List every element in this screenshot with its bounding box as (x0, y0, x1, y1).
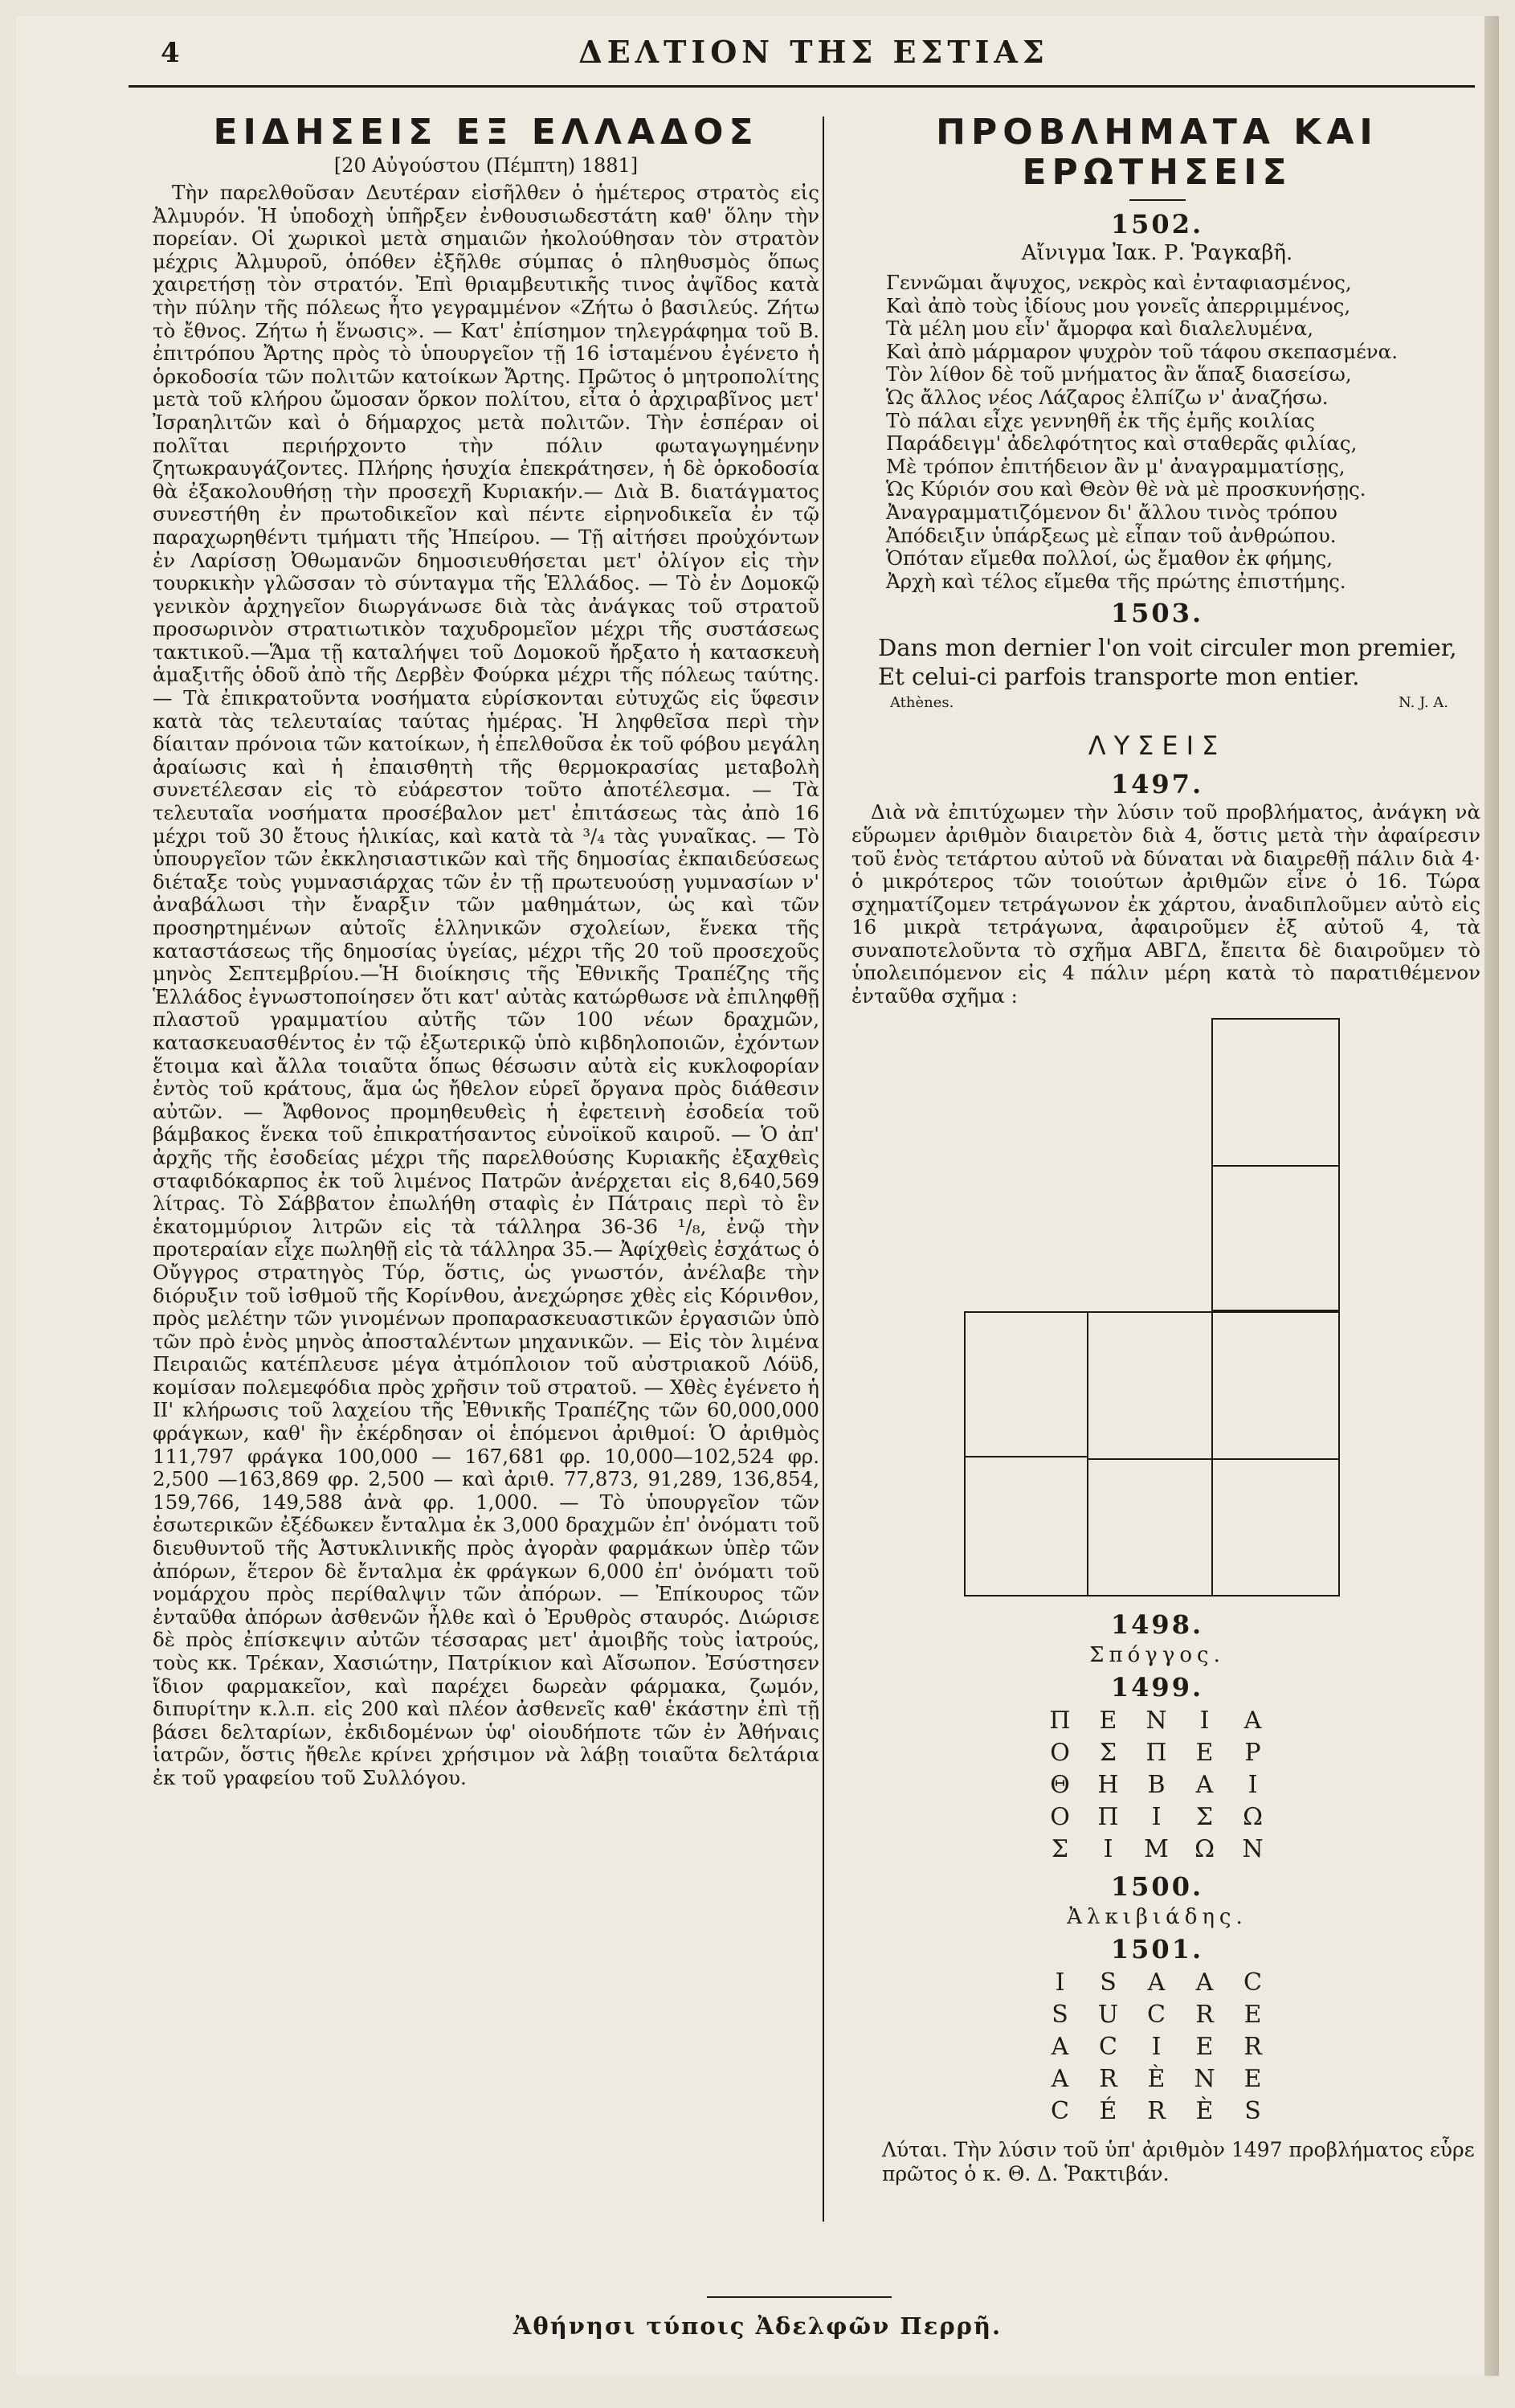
grid-row (1038, 2096, 1277, 2127)
grid-letter: C (1051, 2096, 1071, 2125)
grid-letter: Π (1145, 1738, 1169, 1767)
news-dateline: [20 Αὐγούστου (Πέμπτη) 1881] (333, 154, 639, 177)
square-division-figure (834, 1018, 1480, 1596)
verse-line: Καὶ ἀπὸ τοὺς ἰδίους μου γονεῖς ἀπερριμμένος, (886, 293, 1351, 317)
verse-line: Τὸν λίθον δὲ τοῦ μνήματος ἂν ἅπαξ διασείσω, (886, 362, 1352, 386)
verse-line: Τὸ πάλαι εἶχε γεννηθῆ ἐκ τῆς ἐμῆς κοιλίας (886, 408, 1315, 432)
problem-number-1503: 1503. (1110, 598, 1204, 629)
grid-letter: Σ (1099, 1738, 1119, 1767)
grid-letter: S (1244, 2096, 1263, 2125)
grid-letter: E (1243, 2000, 1264, 2029)
grid-letter: Π (1097, 1802, 1121, 1831)
greek-word-square (1036, 1704, 1279, 1866)
printer-imprint: Ἀθήνησι τύποις Ἀδελφῶν Περρῆ. (512, 2312, 1003, 2340)
news-section-title: ΕΙΔΗΣΕΙΣ ΕΞ ΕΛΛΑΔΟΣ (213, 112, 759, 153)
grid-letter: Ε (1099, 1706, 1119, 1735)
grid-letter: Β (1147, 1770, 1167, 1799)
problem-number-1502: 1502. (1110, 209, 1204, 239)
verse-line: Ὡς Κύριόν σου καὶ Θεὸν θὲ νὰ μὲ προσκυνήσῃς. (886, 477, 1366, 501)
grid-letter: I (1055, 1968, 1067, 1997)
grid-row (1038, 2000, 1277, 2030)
grid-letter: U (1097, 2000, 1121, 2029)
solvers-credit: Λύται. Τὴν λύσιν τοῦ ὑπ' ἀριθμὸν 1497 προβλήματος εὗρε πρῶτος ὁ κ. Θ. Δ. Ῥακτιβάν. (882, 2137, 1475, 2185)
problems-section-title: ΠΡΟΒΛΗΜΑΤΑ ΚΑΙ ΕΡΩΤΗΣΕΙΣ (936, 112, 1378, 193)
verse-line: Ἀπόδειξιν ὑπάρξεως μὲ εἶπαν τοῦ ἀνθρώπου. (886, 523, 1337, 547)
newspaper-page (16, 16, 1499, 2376)
grid-letter: Ν (1242, 1834, 1265, 1863)
solution-number-1499: 1499. (1110, 1671, 1204, 1703)
news-column (153, 112, 819, 1790)
grid-letter: Π (1049, 1706, 1072, 1735)
grid-letter: Η (1097, 1770, 1121, 1799)
solution-paragraph: Διὰ νὰ ἐπιτύχωμεν τὴν λύσιν τοῦ προβλήματος, ἀνάγκη νὰ εὕρωμεν ἀριθμὸν διαιρετὸν διὰ 4, ὅστις μετὰ τὴν ἀφαίρεσιν τοῦ ἑνὸς τετάρτου αὐτοῦ νὰ δύναται νὰ διαιρεθῇ πάλιν διὰ 4· ὁ μικρότερος τῶν τοιούτων ἀριθμῶν εἶνε ὁ 16. Τώρα σχηματίζομεν τετράγωνον ἐκ χάρτου, ἀναδιπλοῦμεν αὐτὸ εἰς 16 μικρὰ τετράγωνα, ἀφαιροῦμεν ἐξ αὐτοῦ 4, τὰ συναποτελοῦντα τὸ σχῆμα ΑΒΓΔ, ἔπειτα δὲ διαιροῦμεν τὸ ὑπολειπόμενον εἰς 4 πάλιν μέρη κατὰ τὸ παρατιθέμενον ἐνταῦθα σχῆμα : (851, 800, 1480, 1008)
grid-letter: C (1243, 1968, 1264, 1997)
grid-letter: Α (1243, 1706, 1264, 1735)
grid-letter: Ρ (1244, 1738, 1263, 1767)
grid-letter: É (1099, 2096, 1119, 2125)
journal-title: ΔΕΛΤΙΟΝ ΤΗΣ ΕΣΤΙΑΣ (578, 34, 1049, 70)
grid-letter: R (1099, 2064, 1119, 2093)
grid-letter: R (1243, 2032, 1264, 2061)
figure-cell (1211, 1018, 1340, 1167)
grid-letter: E (1243, 2064, 1264, 2093)
grid-letter: N (1194, 2064, 1217, 2093)
figure-cell (1211, 1165, 1340, 1311)
header-rule (129, 85, 1475, 88)
grid-row (1038, 1968, 1277, 1998)
french-line: Dans mon dernier l'on voit circuler mon premier, (878, 634, 1457, 662)
grid-letter: S (1100, 1968, 1118, 1997)
figure-cell (964, 1311, 1088, 1457)
solution-1498-answer: Σπόγγος. (1089, 1642, 1225, 1667)
verse-line: Τὰ μέλη μου εἶν' ἄμορφα καὶ διαλελυμένα, (886, 317, 1314, 341)
grid-row (1038, 1738, 1277, 1768)
grid-letter: Ι (1103, 1834, 1115, 1863)
grid-letter: Α (1195, 1770, 1215, 1799)
grid-letter: A (1195, 1968, 1215, 1997)
grid-letter: R (1195, 2000, 1215, 2029)
figure-cell (964, 1456, 1088, 1596)
grid-letter: Σ (1195, 1802, 1215, 1831)
verse-line: Παράδειγμ' ἀδελφότητος καὶ σταθερᾶς φιλίας, (886, 431, 1358, 456)
solution-number-1497: 1497. (1110, 769, 1204, 800)
page-header (161, 34, 1467, 82)
imprint-rule (707, 2296, 892, 2298)
grid-letter: R (1147, 2096, 1167, 2125)
verse-line: Καὶ ἀπὸ μάρμαρον ψυχρὸν τοῦ τάφου σκεπασμένα. (886, 339, 1398, 363)
grid-letter: A (1051, 2064, 1071, 2093)
solution-1500-answer: Ἀλκιβιάδης. (1067, 1904, 1248, 1929)
french-riddle (834, 633, 1480, 691)
grid-letter: E (1195, 2032, 1215, 2061)
verse-line: Γεννῶμαι ἄψυχος, νεκρὸς καὶ ἐνταφιασμένος, (886, 271, 1352, 294)
grid-letter: Ε (1195, 1738, 1215, 1767)
solutions-title: ΛΥΣΕΙΣ (1088, 730, 1227, 762)
grid-letter: Σ (1051, 1834, 1071, 1863)
grid-letter: S (1052, 2000, 1070, 2029)
grid-letter: Θ (1050, 1770, 1072, 1799)
grid-row (1038, 2032, 1277, 2063)
section-rule (1129, 199, 1186, 201)
grid-letter: Ν (1145, 1706, 1169, 1735)
grid-letter: C (1147, 2000, 1167, 2029)
grid-letter: È (1195, 2096, 1215, 2125)
problems-column (834, 112, 1480, 2186)
grid-row (1038, 1706, 1277, 1736)
column-divider (823, 117, 824, 2222)
verse-line: Ὁπόταν εἴμεθα πολλοί, ὡς ἔμαθον ἐκ φήμης, (886, 546, 1333, 570)
grid-letter: Ο (1050, 1738, 1072, 1767)
page-spine-shadow (1484, 16, 1499, 2376)
figure-cell (1211, 1458, 1340, 1596)
signature-initials: N. J. A. (1398, 694, 1448, 712)
grid-letter: A (1147, 1968, 1167, 1997)
grid-letter: Ι (1151, 1802, 1163, 1831)
grid-letter: È (1147, 2064, 1167, 2093)
solution-number-1498: 1498. (1110, 1609, 1204, 1640)
grid-row (1038, 1802, 1277, 1833)
grid-letter: Ω (1194, 1834, 1216, 1863)
verse-line: Μὲ τρόπον ἐπιτήδειον ἂν μ' ἀναγραμματίσῃς, (886, 454, 1346, 478)
verse-line: Ἀρχὴ καὶ τέλος εἴμεθα τῆς πρώτης ἐπιστήμης. (886, 569, 1346, 593)
news-body (153, 182, 819, 1790)
solution-1497-text (834, 801, 1480, 1008)
riddle-verse (834, 272, 1480, 593)
solution-number-1501: 1501. (1110, 1933, 1204, 1964)
page-number: 4 (161, 37, 180, 69)
figure-cell (1087, 1311, 1213, 1596)
riddle-signature (834, 694, 1480, 711)
news-paragraph: Τὴν παρελθοῦσαν Δευτέραν εἰσῆλθεν ὁ ἡμέτερος στρατὸς εἰς Ἀλμυρόν. Ἡ ὑποδοχὴ ὑπῆρξεν ἐνθουσιωδεστάτη καθ' ὅλην τὴν πορείαν. Οἱ χωρικοὶ μετὰ σημαιῶν ἠκολούθησαν τὸν στρατὸν μέχρις Ἀλμυροῦ, ὁπόθεν ἐξῆλθε σύμπας ὁ πληθυσμὸς ὅπως χαιρετήσῃ τὸν στρατόν. Ἐπὶ θριαμβευτικῆς τινος ἀψῖδος κατὰ τὴν πύλην τῆς πόλεως ἦτο γεγραμμένον «Ζήτω ὁ βασιλεύς. Ζήτω τὸ ἔθνος. Ζήτω ἡ ἕνωσις». — Κατ' ἐπίσημον τηλεγράφημα τοῦ Β. ἐπιτρόπου Ἄρτης πρὸς τὸ ὑπουργεῖον τῇ 16 ἱσταμένου ἐγένετο ἡ ὁρκοδοσία τῶν πολιτῶν κατοίκων Ἄρτης. Πρῶτος ὁ μητροπολίτης μετὰ τοῦ κλήρου ὤμοσαν ὅρκον πολίτου, εἶτα ὁ ἀρχιραβῖνος μετ' Ἰσραηλιτῶν καὶ ὁ δήμαρχος μετὰ πολιτῶν. Τὴν ἑσπέραν οἱ πολῖται περιήρχοντο τὴν πόλιν φωταγωγημένην ζητωκραυγάζοντες. Πλήρης ἡσυχία ἐπεκράτησεν, ἡ δὲ ὁρκοδοσία θὰ ἐξακολουθήσῃ τὴν προσεχῆ Κυριακήν.— Διὰ Β. διατάγματος συνεστήθη ἐν πρωτοδικεῖον καὶ πέντε εἰρηνοδικεῖα ἐν τῷ παραχωρηθέντι τμήματι τῆς Ἠπείρου. — Τῇ αἰτήσει προὐχόντων ἐν Λαρίσσῃ Ὀθωμανῶν δημοσιευθήσεται μετ' ὀλίγον εἰς τὴν τουρκικὴν γλῶσσαν τὸ σύνταγμα τῆς Ἑλλάδος. — Τὸ ἐν Δομοκῷ γενικὸν ἀρχηγεῖον διωργάνωσε διὰ τὰς ἀνάγκας τοῦ στρατοῦ προσωρινὸν στρατιωτικὸν ταχυδρομεῖον μέχρι τῆς συστάσεως τακτικοῦ.—Ἅμα τῇ καταλήψει τοῦ Δομοκοῦ ἤρξατο ἡ κατασκευὴ ἁμαξιτῆς ὁδοῦ ἀπὸ τῆς Δερβὲν Φούρκα μέχρι τῆς πόλεως ταύτης. — Τὰ ἐπικρατοῦντα νοσήματα εὑρίσκονται εὐτυχῶς εἰς ὕφεσιν κατὰ τὰς τελευταίας ταύτας ἡμέρας. Ἡ ληφθεῖσα περὶ τὴν δίαιταν πρόνοια τῶν κατοίκων, ἡ ἐπελθοῦσα ἐκ τοῦ φόβου μεγάλη ἀραίωσις καὶ ἡ ἐπαισθητὴ τῆς θερμοκρασίας μεταβολὴ συνετέλεσαν εἰς τὸ εὐάρεστον τοῦτο ἀποτέλεσμα. — Τὰ τελευταῖα νοσήματα προσέβαλον μετ' ἐπιτάσεως τὰς ἀπὸ 16 μέχρι τοῦ 30 ἔτους ἡλικίας, καὶ κατὰ τὰ ³/₄ τὰς γυναῖκας. — Τὸ ὑπουργεῖον τῶν ἐκκλησιαστικῶν καὶ τῆς δημοσίας ἐκπαιδεύσεως διέταξε τοὺς γυμνασιάρχας τῶν ἐν τῇ πρωτευούσῃ γυμνασίων ν' ἀναβάλωσι τὴν ἔναρξιν τῶν μαθημάτων, ὡς καὶ τῶν προσηρτημένων αὐτοῖς ἑλληνικῶν σχολείων, ἕνεκα τῆς καταστάσεως τῆς δημοσίας ὑγείας, μέχρι τῆς 20 τοῦ προσεχοῦς μηνὸς Σεπτεμβρίου.—Ἡ διοίκησις τῆς Ἐθνικῆς Τραπέζης τῆς Ἑλλάδος ἐγνωστοποίησεν ὅτι κατ' αὐτὰς κατώρθωσε νὰ ἐπιληφθῇ πλαστοῦ γραμματίου αὐτῆς τῶν 100 νέων δραχμῶν, κατασκευασθέντος ἐν τῷ ἐξωτερικῷ ὑπὸ κιβδηλοποιῶν, ἐχόντων ἕτοιμα καὶ ἄλλα τοιαῦτα ὅπως θέσωσιν αὐτὰ εἰς κυκλοφορίαν ἐντὸς τοῦ κράτους, ἅμα ὡς ἤθελον εὑρεῖ ὄργανα πρὸς διάθεσιν αὐτῶν. — Ἄφθονος προμηθευθεὶς ἡ ἐφετεινὴ ἐσοδεία τοῦ βάμβακος ἕνεκα τοῦ ἐπικρατήσαντος εὐνοϊκοῦ καιροῦ. — Ὁ ἀπ' ἀρχῆς τῆς ἐσοδείας μέχρι τῆς παρελθούσης Κυριακῆς ἐξαχθεὶς σταφιδόκαρπος ἐκ τοῦ λιμένος Πατρῶν ἀνέρχεται εἰς 8,640,569 λίτρας. Τὸ Σάββατον ἐπωλήθη σταφὶς ἐν Πάτραις περὶ τὸ ἓν ἑκατομμύριον λιτρῶν εἰς τὰ τάλληρα 36-36 ¹/₈, ἐνῷ τὴν προτεραίαν εἶχε πωληθῇ εἰς τὰ τάλληρα 35.— Ἀφίχθεὶς ἐσχάτως ὁ Οὔγγρος στρατηγὸς Τύρ, ὅστις, ὡς γνωστόν, ἀνέλαβε τὴν διόρυξιν τοῦ ἰσθμοῦ τῆς Κορίνθου, ἀνεχώρησε χθὲς εἰς Κόρινθον, πρὸς μελέτην τῶν γινομένων προπαρασκευαστικῶν ἐργασιῶν ὑπὸ τῶν πρὸ ἑνὸς μηνὸς ἀποσταλέντων μηχανικῶν. — Εἰς τὸν λιμένα Πειραιῶς κατέπλευσε μέγα ἀτμόπλοιον τοῦ αὐστριακοῦ Λόϋδ, κομίσαν πολεμεφόδια πρὸς χρῆσιν τοῦ στρατοῦ. — Χθὲς ἐγένετο ἡ ΙΙ' κλήρωσις τοῦ λαχείου τῆς Ἐθνικῆς Τραπέζης τῶν 60,000,000 φράγκων, καθ' ἣν ἐκέρδησαν οἱ ἑπόμενοι ἀριθμοί: Ὁ ἀριθμὸς 111,797 φράγκα 100,000 — 167,681 φρ. 10,000—102,524 φρ. 2,500 —163,869 φρ. 2,500 — καὶ ἀριθ. 77,873, 91,289, 136,854, 159,766, 149,588 ἀνὰ φρ. 1,000. — Τὸ ὑπουργεῖον τῶν ἐσωτερικῶν ἐξέδωκεν ἔνταλμα ἐκ 3,000 δραχμῶν ἐπ' ὀνόματι τοῦ διευθυντοῦ τῆς Ἀστυκλινικῆς πρὸς ἀγορὰν φαρμάκων ὑπὲρ τῶν ἀπόρων, ἕτερον δὲ ἔνταλμα ἐκ φράγκων 6,000 ἐπ' ὀνόματι τοῦ νομάρχου πρὸς περίθαλψιν τῶν ἀπόρων. — Ἐπίκουρος τῶν ἐνταῦθα ἀπόρων ἀσθενῶν ἦλθε καὶ ὁ Ἐρυθρὸς σταυρός. Διώρισε δὲ πρὸς ἐπίσκεψιν αὐτῶν τέσσαρας μετ' ἀμοιβῆς τοὺς ἰατρούς, τοὺς κκ. Τρέκαν, Χασιώτην, Πατρίκιον καὶ Αἴσωπον. Ἐσύστησεν ἴδιον φαρμακεῖον, καὶ παρέχει δωρεὰν φάρμακα, ζωμόν, διπυρίτην κ.λ.π. εἰς 200 καὶ πλέον ἀσθενεῖς καθ' ἑκάστην ἐπὶ τῇ βάσει δελταρίων, ἐκδιδομένων ὑφ' οἱουδήποτε τῶν ἐν Ἀθήναις ἰατρῶν, ὅστις ἤθελε κρίνει χρήσιμον νὰ λάβῃ τοιαῦτα δελτάρια ἐκ τοῦ γραφείου τοῦ Συλλόγου. (153, 181, 819, 1789)
grid-letter: Ι (1248, 1770, 1260, 1799)
grid-letter: A (1051, 2032, 1071, 2061)
riddle-attribution: Αἴνιγμα Ἰακ. Ρ. Ῥαγκαβῆ. (1021, 241, 1293, 265)
grid-letter: Ο (1050, 1802, 1072, 1831)
grid-letter: I (1151, 2032, 1163, 2061)
solution-number-1500: 1500. (1110, 1870, 1204, 1902)
grid-row (1038, 1770, 1277, 1801)
verse-line: Ἀναγραμματιζόμενον δι' ἄλλου τινὸς τρόπου (886, 500, 1337, 524)
grid-row (1038, 2064, 1277, 2095)
grid-letter: Ω (1243, 1802, 1264, 1831)
french-word-square (1036, 1966, 1279, 2128)
grid-row (1038, 1834, 1277, 1865)
grid-letter: Ι (1199, 1706, 1211, 1735)
signature-place: Athènes. (890, 694, 954, 712)
grid-letter: Μ (1144, 1834, 1170, 1863)
verse-line: Ὡς ἄλλος νέος Λάζαρος ἐλπίζω ν' ἀναζήσω. (886, 385, 1329, 409)
french-line: Et celui-ci parfois transporte mon entier. (878, 663, 1360, 691)
grid-letter: C (1099, 2032, 1119, 2061)
